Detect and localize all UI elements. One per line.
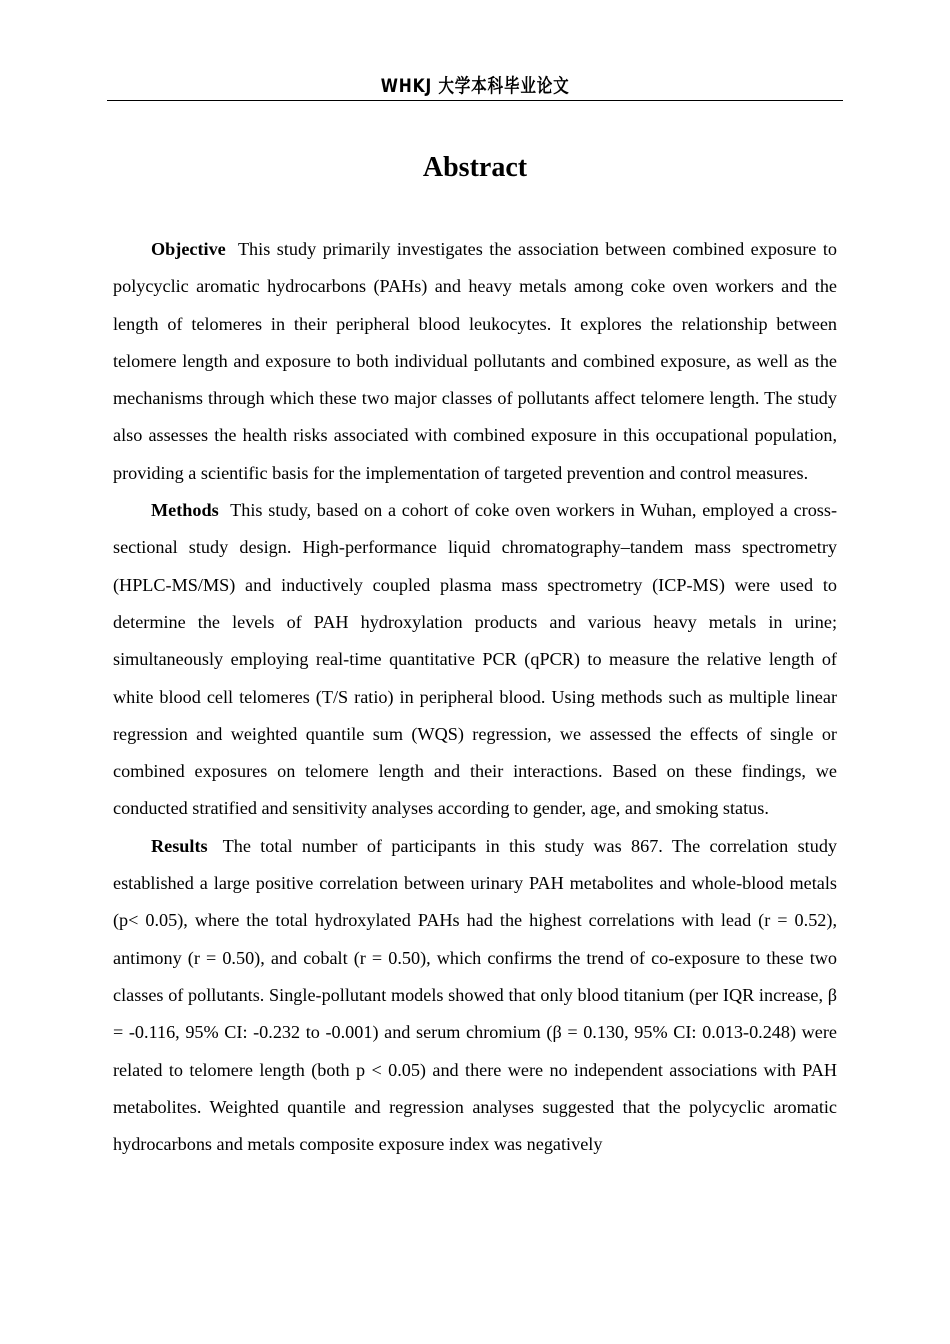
results-paragraph <box>113 828 837 1164</box>
abstract-title: Abstract <box>422 152 528 183</box>
methods-text: This study, based on a cohort of coke oven workers in Wuhan, employed a cross-sectional study design. High-performance liquid chromatography–tandem mass spectrometry (HPLC-MS/MS) and inductively coupled plasma mass spectrometry (ICP-MS) were used to determine the levels of PAH hydroxylation products and various heavy metals in urine; simultaneously employing real-time quantitative PCR (qPCR) to measure the relative length of white blood cell telomeres (T/S ratio) in peripheral blood. Using methods such as multiple linear regression and weighted quantile sum (WQS) regression, we assessed the effects of single or combined exposures on telomere length and their interactions. Based on these findings, we conducted stratified and sensitivity analyses according to gender, age, and smoking status. <box>113 500 837 819</box>
methods-paragraph <box>113 492 837 828</box>
header-title: WHKJ 大学本科毕业论文 <box>380 75 570 97</box>
results-label: Results <box>151 835 208 856</box>
abstract-body <box>113 231 837 1163</box>
results-text: The total number of participants in this study was 867. The correlation study established a large positive correlation between urinary PAH metabolites and whole-blood metals (p< 0.05), where the total hydroxylated PAHs had the highest correlations with lead (r = 0.52), antimony (r = 0.50), and cobalt (r = 0.50), which confirms the trend of co-exposure to these two classes of pollutants. Single-pollutant models showed that only blood titanium (per IQR increase, β = -0.116, 95% CI: -0.232 to -0.001) and serum chromium (β = 0.130, 95% CI: 0.013-0.248) were related to telomere length (both p < 0.05) and there were no independent associations with PAH metabolites. Weighted quantile and regression analyses suggested that the polycyclic aromatic hydrocarbons and metals composite exposure index was negatively <box>113 835 838 1155</box>
objective-paragraph <box>113 231 837 492</box>
objective-label: Objective <box>151 239 226 259</box>
objective-text: This study primarily investigates the association between combined exposure to polycyclic aromatic hydrocarbons (PAHs) and heavy metals among coke oven workers and the length of telomeres in their peripheral blood leukocytes. It explores the relationship between telomere length and exposure to both individual pollutants and combined exposure, as well as the mechanisms through which these two major classes of pollutants affect telomere length. The study also assesses the health risks associated with combined exposure in this occupational population, providing a scientific basis for the implementation of targeted prevention and control measures. <box>113 239 837 483</box>
methods-label: Methods <box>151 500 219 521</box>
running-header <box>107 73 843 101</box>
